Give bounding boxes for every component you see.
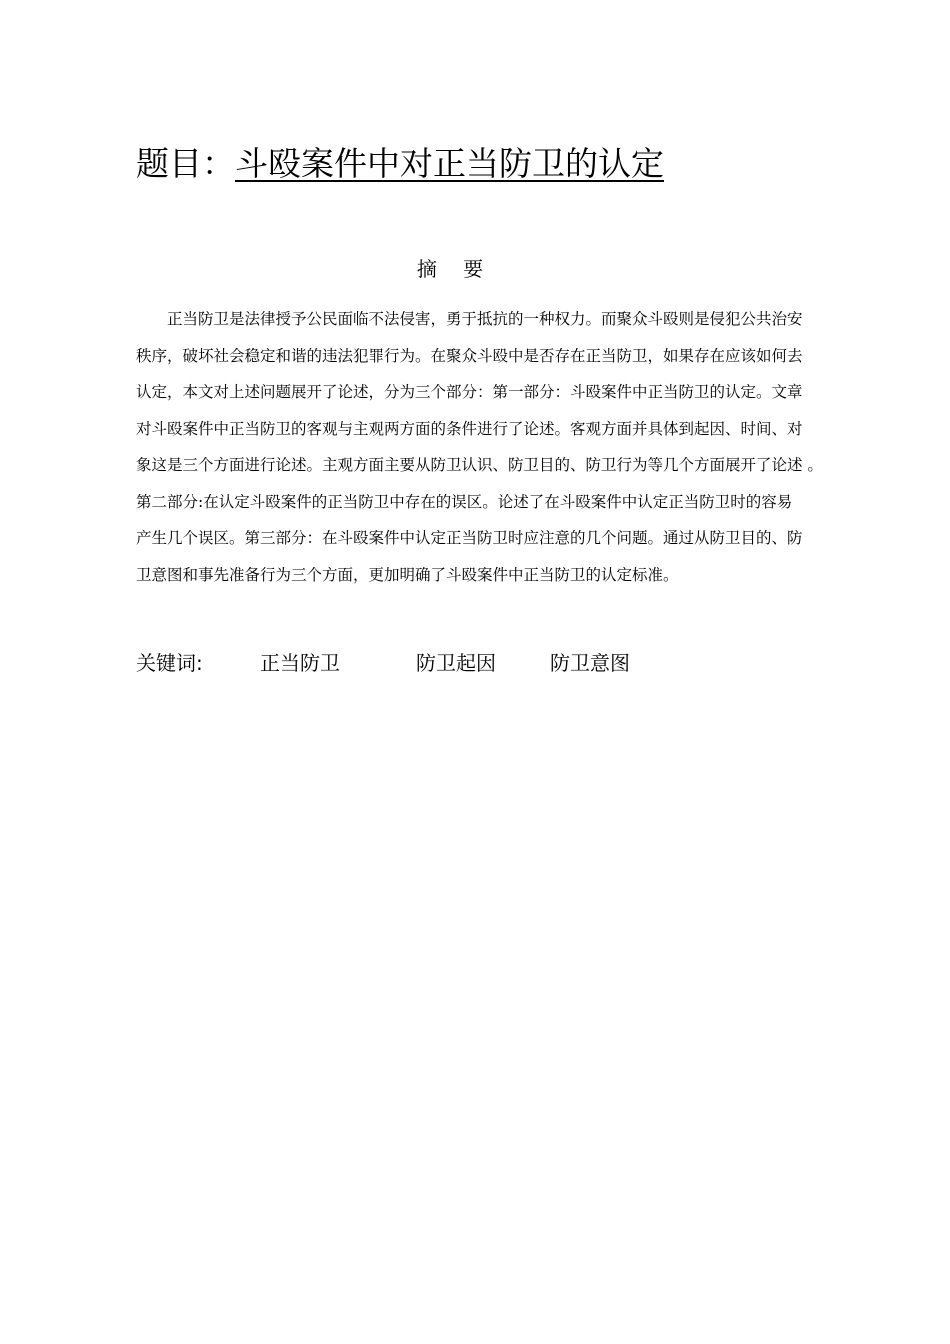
title-text: 斗殴案件中对正当防卫的认定 <box>235 144 664 183</box>
abstract-body <box>136 301 864 593</box>
abstract-line: 卫意图和事先准备行为三个方面，更加明确了斗殴案件中正当防卫的认定标准。 <box>136 565 679 584</box>
keyword-item: 防卫起因 <box>416 651 496 675</box>
abstract-line: 对斗殴案件中正当防卫的客观与主观两方面的条件进行了论述。客观方面并具体到起因、时间、对 <box>136 419 803 438</box>
abstract-line: 认定，本文对上述问题展开了论述，分为三个部分：第一部分：斗殴案件中正当防卫的认定。文章 <box>136 383 803 401</box>
abstract-line: 产生几个误区。第三部分：在斗殴案件中认定正当防卫时应注意的几个问题。通过从防卫目的、防 <box>136 529 803 547</box>
page-title <box>136 140 664 188</box>
abstract-heading: 摘 要 <box>416 257 494 281</box>
keyword-item: 正当防卫 <box>260 651 340 675</box>
abstract-line: 秩序，破坏社会稳定和谐的违法犯罪行为。在聚众斗殴中是否存在正当防卫，如果存在应该如何去 <box>136 346 803 365</box>
keyword-item: 防卫意图 <box>550 651 630 675</box>
abstract-line: 正当防卫是法律授予公民面临不法侵害，勇于抵抗的一种权力。而聚众斗殴则是侵犯公共治安 <box>136 310 803 328</box>
keywords-label: 关键词: <box>136 651 203 675</box>
abstract-line: 第二部分:在认定斗殴案件的正当防卫中存在的误区。论述了在斗殴案件中认定正当防卫时的容易 <box>136 492 793 511</box>
abstract-line: 象这是三个方面进行论述。主观方面主要从防卫认识、防卫目的、防卫行为等几个方面展开了论述 。 <box>136 456 823 474</box>
title-prefix: 题目： <box>136 144 235 183</box>
